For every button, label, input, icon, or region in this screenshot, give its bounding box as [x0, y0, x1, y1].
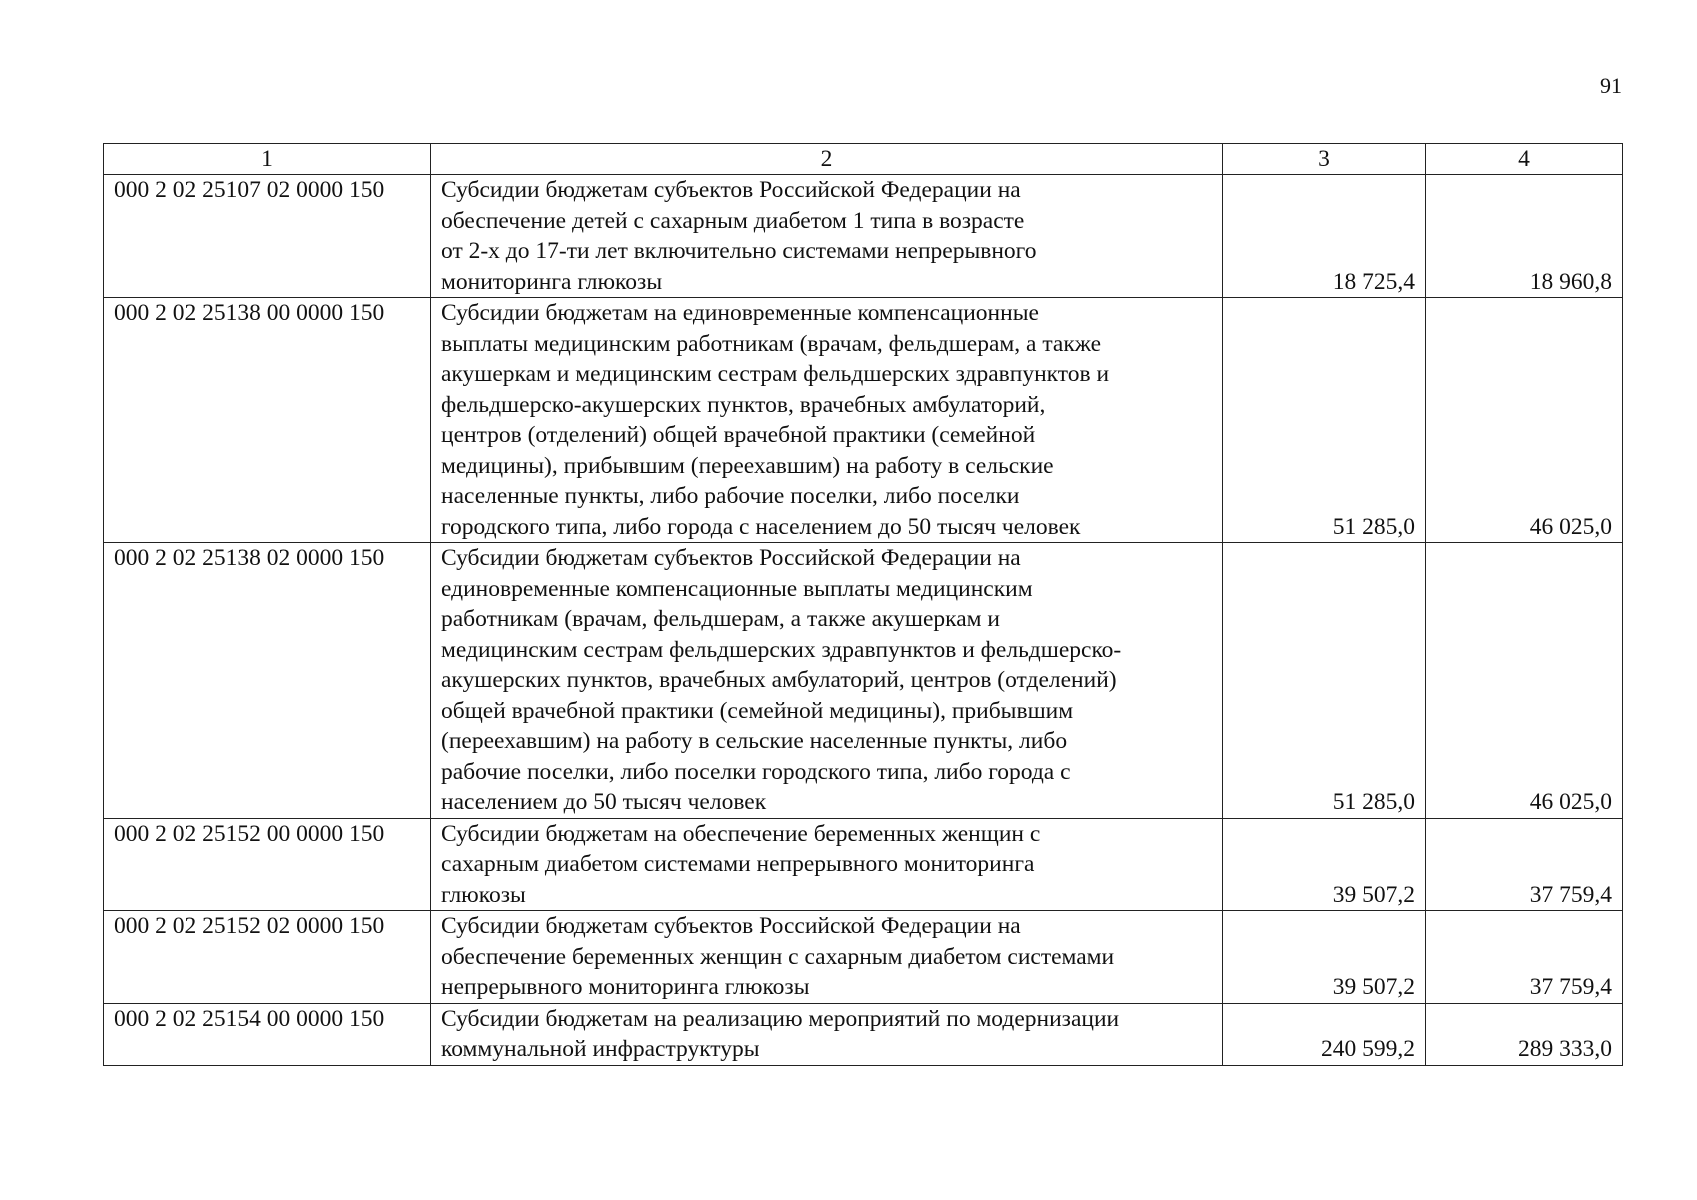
table-row: [104, 911, 1623, 1004]
amount-col3: 39 507,2: [1223, 911, 1426, 1004]
budget-item-name: [431, 543, 1223, 819]
name-line: рабочие поселки, либо поселки городского типа, либо города с: [441, 758, 1071, 785]
name-line: выплаты медицинским работникам (врачам, фельдшерам, а также: [441, 330, 1102, 357]
amount-col3: 51 285,0: [1223, 543, 1426, 819]
budget-item-name: [431, 175, 1223, 298]
table-row: [104, 543, 1623, 819]
name-line: Субсидии бюджетам на единовременные компенсационные: [441, 300, 1039, 326]
amount-col3: 39 507,2: [1223, 818, 1426, 911]
budget-table: [103, 143, 1623, 1066]
name-line: центров (отделений) общей врачебной практики (семейной: [441, 422, 1036, 448]
page-number: 91: [1600, 73, 1622, 98]
name-line: Субсидии бюджетам субъектов Российской Федерации на: [441, 177, 1021, 203]
budget-item-name: [431, 818, 1223, 911]
amount-col4: 18 960,8: [1426, 175, 1623, 298]
budget-code: 000 2 02 25107 02 0000 150: [104, 175, 431, 298]
budget-code: 000 2 02 25152 02 0000 150: [104, 911, 431, 1004]
name-line: непрерывного мониторинга глюкозы: [441, 974, 810, 1000]
name-line: от 2-х до 17-ти лет включительно системами непрерывного: [441, 238, 1037, 264]
header-row: [104, 144, 1623, 175]
amount-col4: 289 333,0: [1426, 1003, 1623, 1065]
budget-item-name: [431, 298, 1223, 543]
name-line: коммунальной инфраструктуры: [441, 1036, 760, 1062]
name-line: Субсидии бюджетам субъектов Российской Федерации на: [441, 545, 1021, 571]
column-header-2: 2: [431, 144, 1223, 175]
table-body: [104, 175, 1623, 1066]
name-line: Субсидии бюджетам на обеспечение беременных женщин с: [441, 820, 1041, 847]
amount-col3: 51 285,0: [1223, 298, 1426, 543]
amount-col3: 240 599,2: [1223, 1003, 1426, 1065]
name-line: Субсидии бюджетам на реализацию мероприятий по модернизации: [441, 1005, 1120, 1032]
name-line: общей врачебной практики (семейной медицины), прибывшим: [441, 697, 1074, 724]
table-row: [104, 175, 1623, 298]
table-row: [104, 818, 1623, 911]
name-line: обеспечение детей с сахарным диабетом 1 типа в возрасте: [441, 207, 1025, 234]
amount-col4: 37 759,4: [1426, 911, 1623, 1004]
name-line: акушеркам и медицинским сестрам фельдшерских здравпунктов и: [441, 361, 1110, 387]
name-line: обеспечение беременных женщин с сахарным диабетом системами: [441, 943, 1115, 970]
amount-col4: 46 025,0: [1426, 298, 1623, 543]
budget-item-name: [431, 1003, 1223, 1065]
budget-code: 000 2 02 25138 00 0000 150: [104, 298, 431, 543]
name-line: глюкозы: [441, 881, 526, 908]
table-row: [104, 298, 1623, 543]
name-line: населением до 50 тысяч человек: [441, 789, 767, 815]
name-line: медицины), прибывшим (переехавшим) на работу в сельские: [441, 452, 1054, 479]
budget-code: 000 2 02 25154 00 0000 150: [104, 1003, 431, 1065]
name-line: Субсидии бюджетам субъектов Российской Федерации на: [441, 913, 1021, 939]
name-line: населенные пункты, либо рабочие поселки, либо поселки: [441, 483, 1020, 509]
table-row: [104, 1003, 1623, 1065]
amount-col3: 18 725,4: [1223, 175, 1426, 298]
budget-code: 000 2 02 25152 00 0000 150: [104, 818, 431, 911]
name-line: медицинским сестрам фельдшерских здравпунктов и фельдшерско-: [441, 636, 1122, 663]
name-line: единовременные компенсационные выплаты медицинским: [441, 575, 1033, 602]
name-line: фельдшерско-акушерских пунктов, врачебных амбулаторий,: [441, 391, 1046, 418]
amount-col4: 37 759,4: [1426, 818, 1623, 911]
budget-code: 000 2 02 25138 02 0000 150: [104, 543, 431, 819]
column-header-1: 1: [104, 144, 431, 175]
name-line: городского типа, либо города с населением до 50 тысяч человек: [441, 513, 1081, 540]
amount-col4: 46 025,0: [1426, 543, 1623, 819]
name-line: сахарным диабетом системами непрерывного мониторинга: [441, 851, 1035, 877]
budget-item-name: [431, 911, 1223, 1004]
table-header: [104, 144, 1623, 175]
name-line: акушерских пунктов, врачебных амбулаторий, центров (отделений): [441, 667, 1117, 693]
name-line: (переехавшим) на работу в сельские населенные пункты, либо: [441, 728, 1068, 754]
column-header-3: 3: [1223, 144, 1426, 175]
column-header-4: 4: [1426, 144, 1623, 175]
name-line: работникам (врачам, фельдшерам, а также акушеркам и: [441, 606, 1000, 632]
name-line: мониторинга глюкозы: [441, 268, 663, 295]
